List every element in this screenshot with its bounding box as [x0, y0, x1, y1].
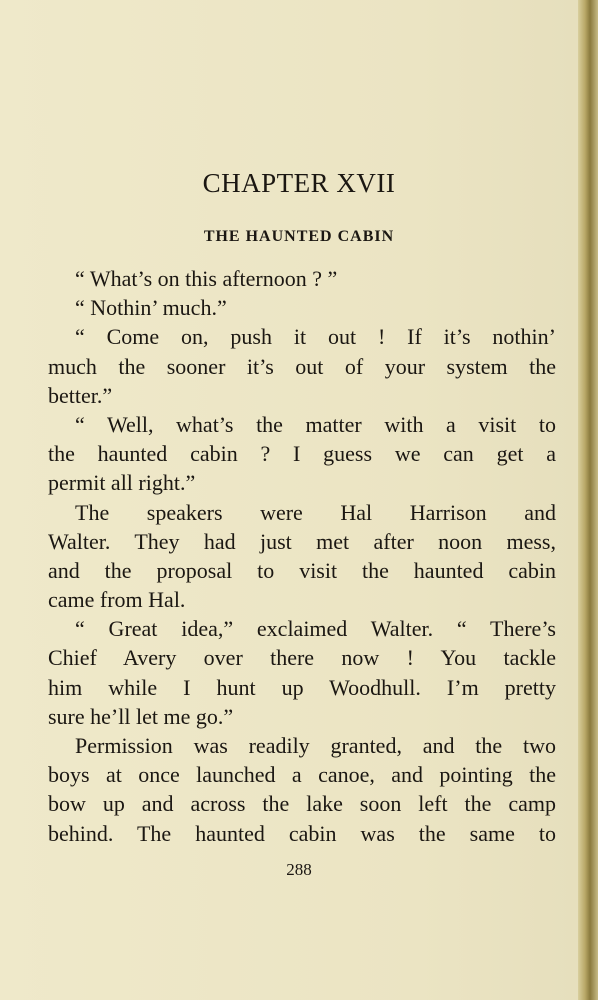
text-line: the haunted cabin ? I guess we can get a	[48, 441, 556, 467]
text-line: permit all right.”	[48, 470, 196, 496]
text-line: better.”	[48, 382, 113, 408]
text-line: “ Great idea,” exclaimed Walter. “ There’s	[75, 616, 556, 642]
text-line: Walter. They had just met after noon mess,	[48, 528, 556, 554]
text-line: him while I hunt up Woodhull. I’m pretty	[48, 674, 556, 700]
text-line: sure he’ll let me go.”	[48, 703, 234, 729]
page-number: 288	[286, 860, 312, 879]
chapter-subtitle: THE HAUNTED CABIN	[203, 228, 395, 245]
text-line: Permission was readily granted, and the two	[75, 733, 556, 758]
text-line: came from Hal.	[48, 587, 186, 613]
text-line: Chief Avery over there now ! You tackle	[48, 645, 556, 671]
text-line: behind. The haunted cabin was the same to	[48, 820, 556, 846]
text-line: “ Nothin’ much.”	[75, 295, 227, 321]
chapter-title: CHAPTER XVII	[202, 168, 396, 198]
text-line: The speakers were Hal Harrison and	[75, 499, 556, 525]
text-line: “ Come on, push it out ! If it’s nothin’	[75, 324, 556, 350]
text-line: bow up and across the lake soon left the camp	[48, 791, 556, 817]
page-edge	[578, 0, 598, 1000]
text-line: boys at once launched a canoe, and pointing the	[48, 762, 556, 788]
text-line: “ What’s on this afternoon ? ”	[75, 266, 338, 291]
text-line: “ Well, what’s the matter with a visit to	[75, 411, 556, 437]
text-line: and the proposal to visit the haunted cabin	[48, 557, 556, 583]
body-text	[48, 264, 556, 848]
text-line: much the sooner it’s out of your system the	[48, 353, 556, 379]
